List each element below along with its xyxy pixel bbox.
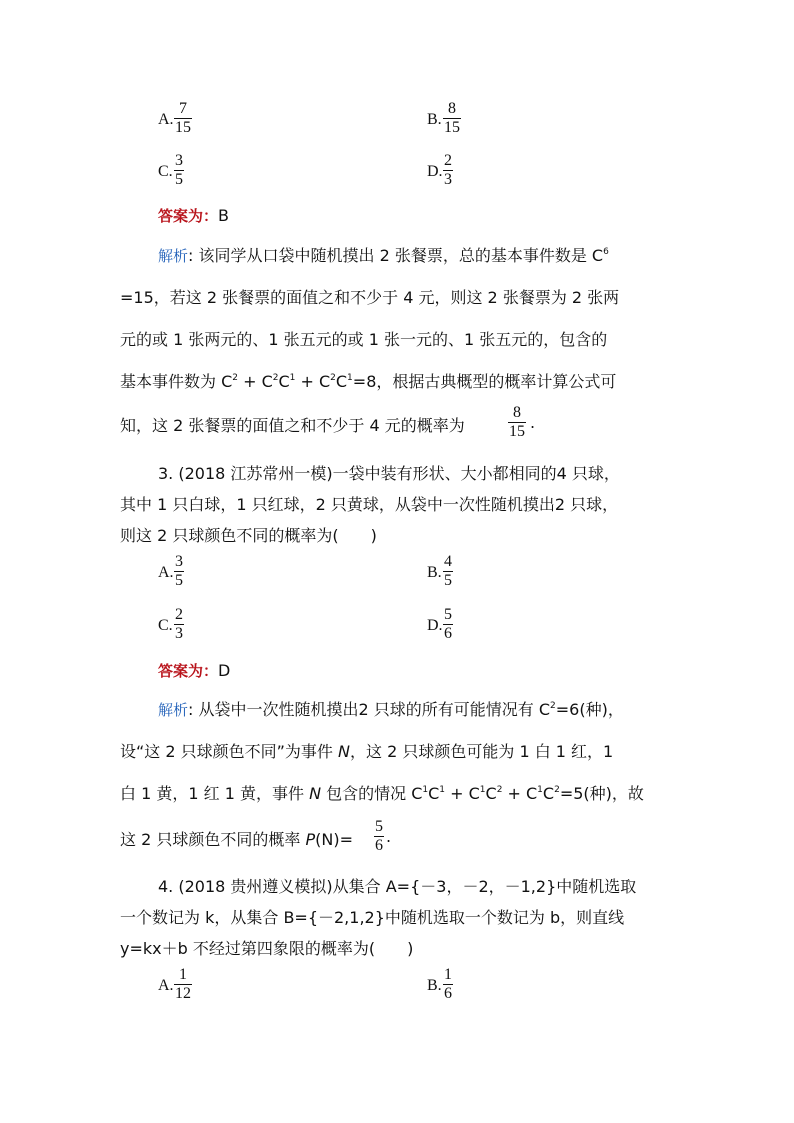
- q3-answer-value: D: [218, 661, 231, 680]
- q3-analysis-label: 解析: [158, 701, 189, 719]
- q2-option-c-fraction: $\frac{3}{5}$: [175, 152, 183, 188]
- q3-answer-label: 答案为：: [158, 662, 219, 680]
- q2-answer: [158, 205, 229, 226]
- q3-analysis-line-4: 这 2 只球颜色不同的概率 P(N)=: [120, 830, 353, 849]
- q2-analysis-line-1: 解析: 该同学从口袋中随机摸出 2 张餐票，总的基本事件数是 $C^6$: [158, 246, 609, 265]
- q2-analysis-line-5: 知，这 2 张餐票的面值之和不少于 4 元的概率为: [120, 416, 465, 435]
- q4-stem-line-2: 一个数记为 k，从集合 B={－2,1,2}中随机选取一个数记为 b，则直线: [120, 908, 625, 927]
- q3-analysis-line-3: 白 1 黄，1 红 1 黄，事件 N 包含的情况 $C^1C^1 + C^1C^2 + C^1C^2=5$(种)，故: [120, 784, 644, 803]
- q3-option-c-fraction: $\frac{2}{3}$: [175, 606, 183, 642]
- q2-analysis-line-4: 基本事件数为 $C^2 + C^2C^1 + C^2C^1=8$，根据古典概型的概率计算公式可: [120, 372, 617, 391]
- q2-option-b-label: B.: [427, 111, 442, 128]
- q4-option-a-fraction: $\frac{1}{12}$: [175, 966, 191, 1002]
- q3-option-d-fraction: $\frac{5}{6}$: [444, 606, 452, 642]
- q4-stem-line-3: y=kx＋b 不经过第四象限的概率为( ): [120, 939, 414, 958]
- q3-answer: [158, 660, 230, 681]
- q3-analysis-line-2: 设“这 2 只球颜色不同”为事件 N，这 2 只球颜色可能为 1 白 1 红，1: [120, 742, 614, 761]
- q2-answer-value: B: [218, 206, 229, 225]
- q2-answer-label: 答案为：: [158, 207, 219, 225]
- q3-result-fraction: $\frac{5}{6}$: [375, 818, 383, 854]
- q2-analysis-label: 解析: [158, 247, 189, 265]
- q2-analysis-line-2: =15，若这 2 张餐票的面值之和不少于 4 元，则这 2 张餐票为 2 张两: [120, 288, 620, 307]
- q3-option-b-fraction: $\frac{4}{5}$: [444, 553, 452, 589]
- q2-option-a-fraction: $\frac{7}{15}$: [175, 100, 191, 136]
- q3-stem-line-3: 则这 2 只球颜色不同的概率为( ): [120, 526, 377, 545]
- q3-result-period: .: [386, 827, 392, 846]
- q2-option-a-label: A.: [158, 111, 174, 128]
- q3-stem-line-1: 3. (2018 江苏常州一模)一袋中装有形状、大小都相同的4 只球，: [158, 464, 620, 483]
- q2-result-period: .: [530, 413, 536, 432]
- q2-option-d-fraction: $\frac{2}{3}$: [444, 152, 452, 188]
- q4-option-b-fraction: $\frac{1}{6}$: [444, 966, 452, 1002]
- q2-analysis-line-3: 元的或 1 张两元的、1 张五元的或 1 张一元的、1 张五元的，包含的: [120, 330, 608, 349]
- q4-stem-line-1: 4. (2018 贵州遵义模拟)从集合 A={－3，－2，－1,2}中随机选取: [158, 877, 637, 896]
- q2-option-c-label: C.: [158, 163, 173, 180]
- q3-stem-line-2: 其中 1 只白球，1 只红球，2 只黄球，从袋中一次性随机摸出2 只球，: [120, 495, 619, 514]
- q3-option-a-fraction: $\frac{3}{5}$: [175, 553, 183, 589]
- q2-option-d-label: D.: [427, 163, 443, 180]
- q2-result-fraction: $\frac{8}{15}$: [509, 404, 525, 440]
- q3-analysis-line-1: 解析: 从袋中一次性随机摸出2 只球的所有可能情况有 $C^2=6$(种)，: [158, 700, 624, 719]
- q2-option-b-fraction: $\frac{8}{15}$: [444, 100, 460, 136]
